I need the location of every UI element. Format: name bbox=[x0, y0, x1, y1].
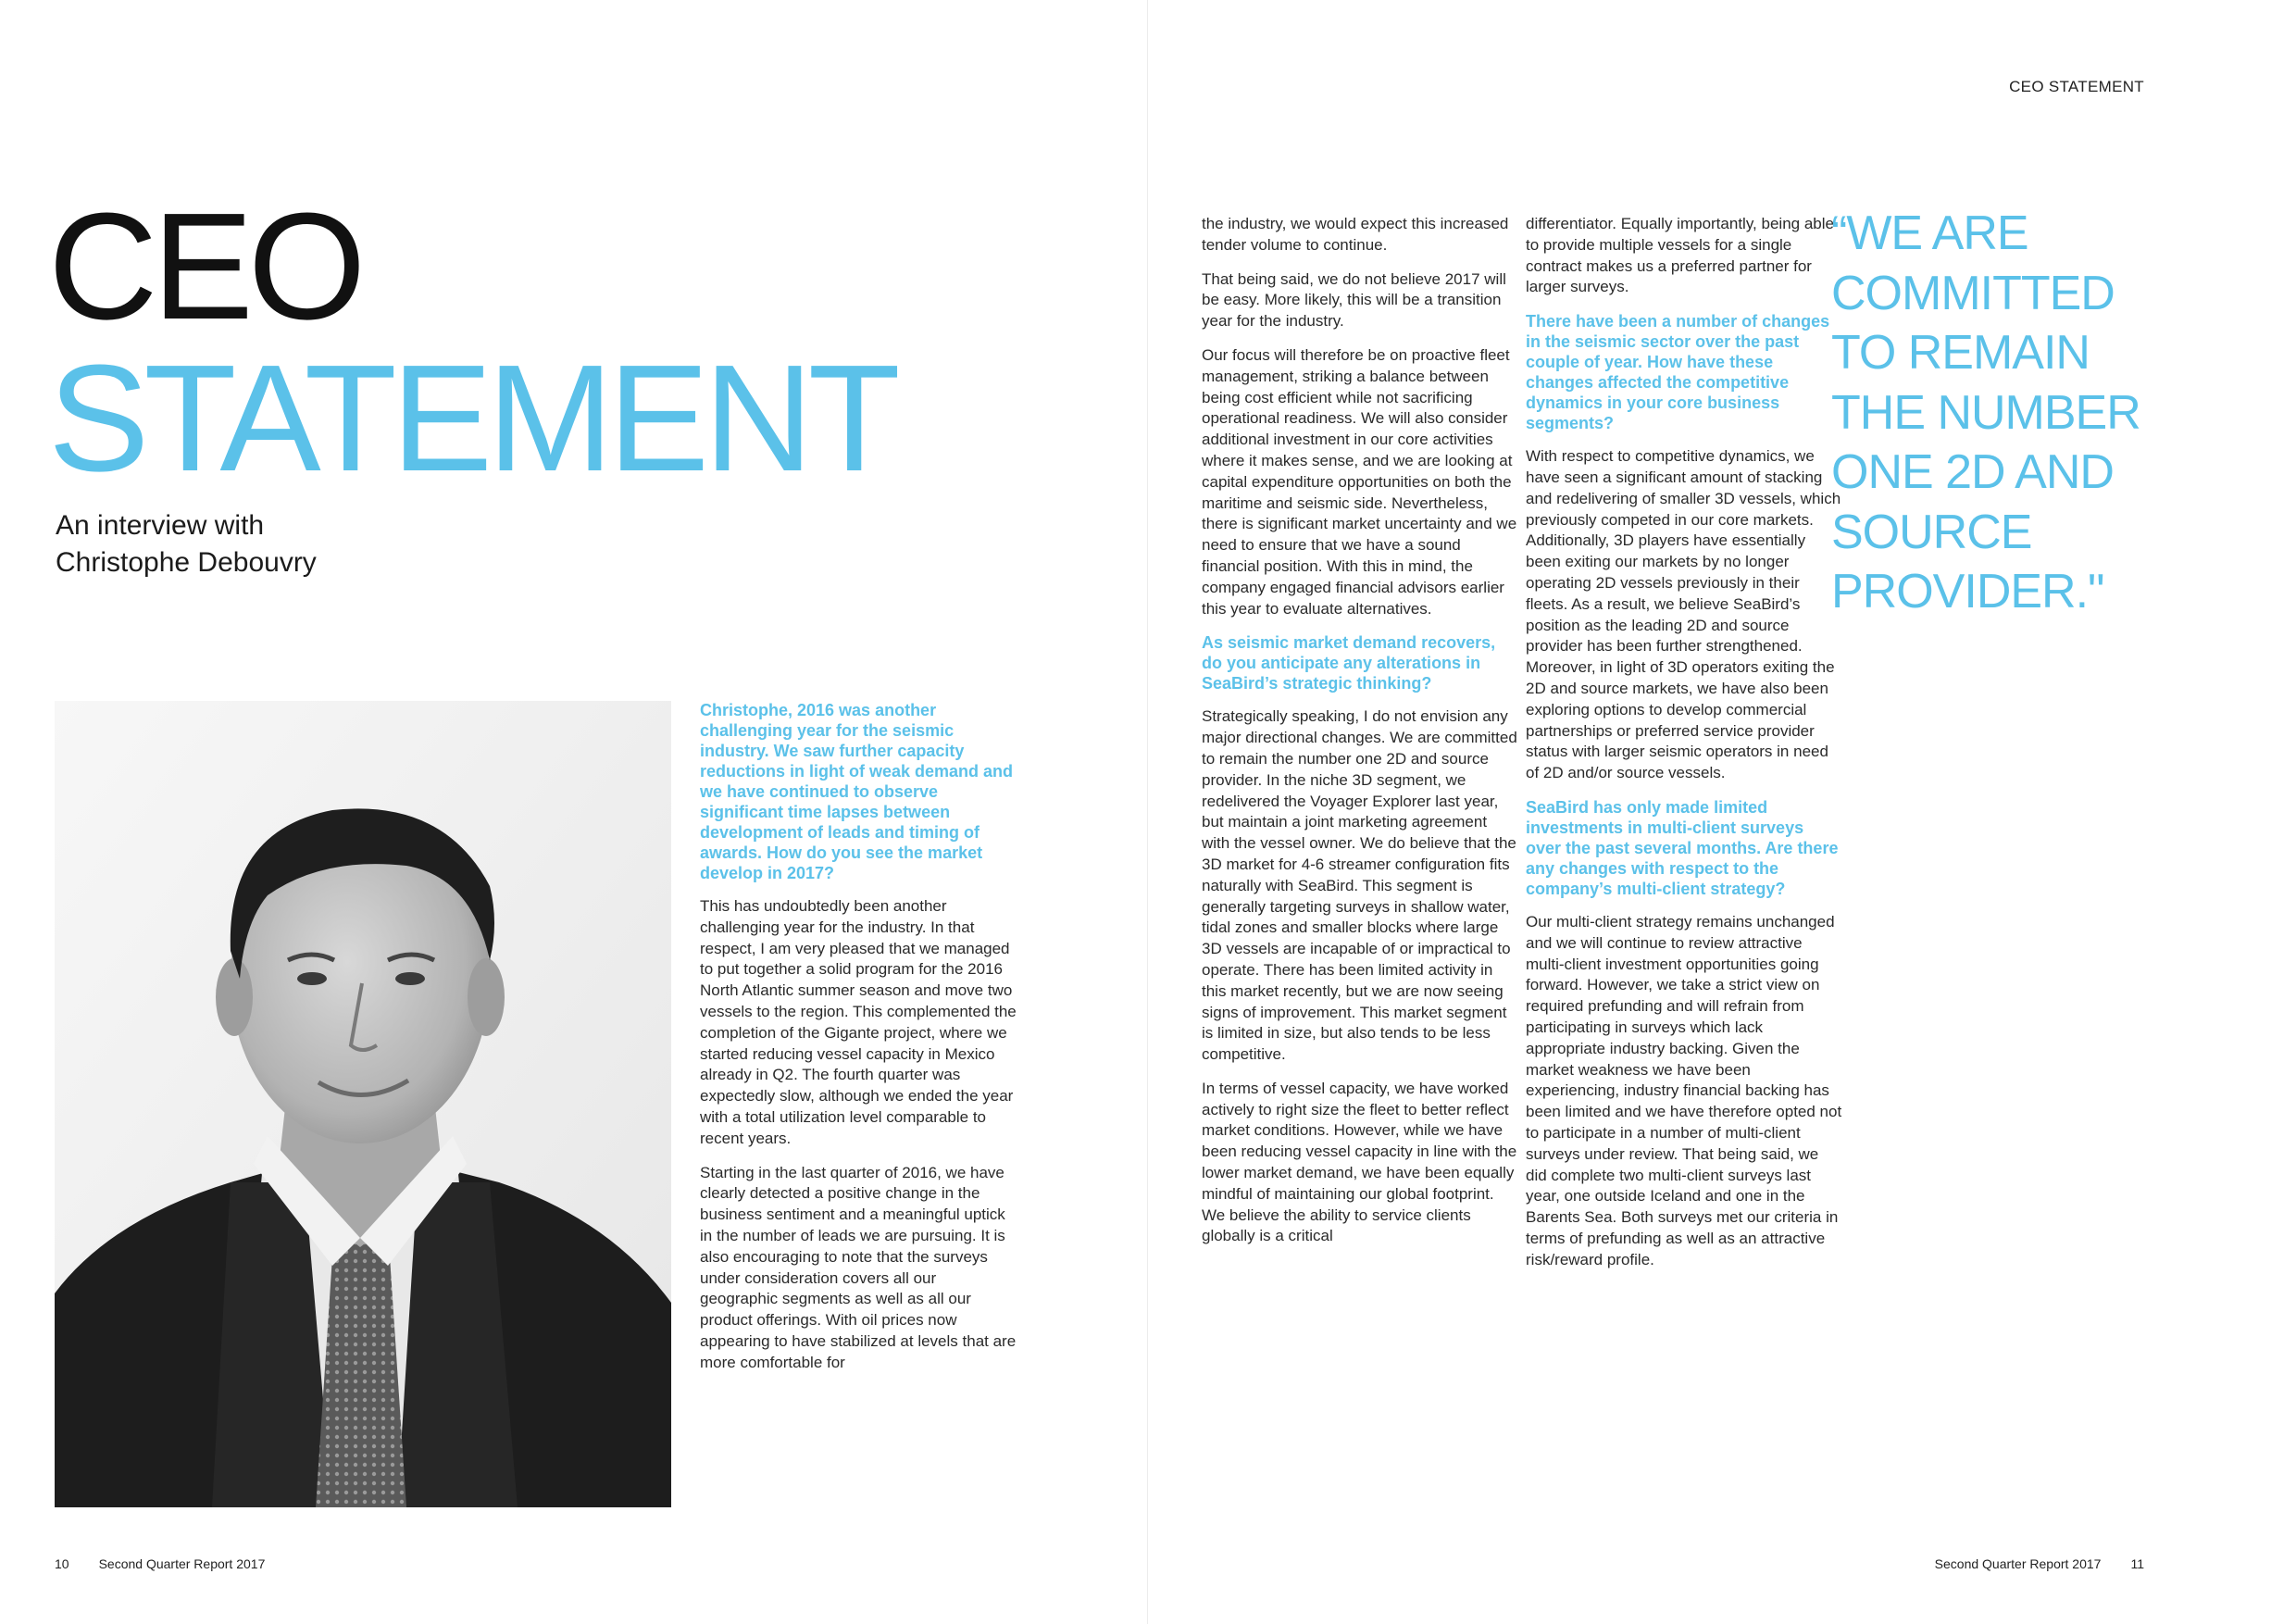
title-line-ceo: CEO bbox=[48, 181, 361, 351]
interview-question-2: As seismic market demand recovers, do you anticipate any alterations in SeaBird’s strategic thinking? bbox=[1202, 633, 1496, 693]
article-column-2 bbox=[1202, 214, 1518, 1260]
answer-paragraph: This has undoubtedly been another challenging year for the industry. In that respect, I am very pleased that we managed to put together a solid program for the 2016 North Atlantic summer season and move two vessels to the region. This complemented the completion of the Gigante project, where we started reducing vessel capacity in Mexico already in Q2. The fourth quarter was expectedly slow, although we ended the year with a total utilization level comparable to recent years. bbox=[700, 897, 1017, 1147]
ceo-portrait-photo bbox=[55, 701, 671, 1507]
footer-report-title-left: Second Quarter Report 2017 bbox=[98, 1556, 266, 1571]
interview-question-4: SeaBird has only made limited investments in multi-client surveys over the past several months. Are there any changes with respect to the company’s multi-client strategy? bbox=[1526, 797, 1839, 898]
article-column-1 bbox=[700, 700, 1017, 1387]
subtitle bbox=[56, 507, 444, 581]
subtitle-line-2: Christophe Debouvry bbox=[56, 547, 317, 578]
footer-left bbox=[55, 1556, 265, 1571]
footer-report-title-right: Second Quarter Report 2017 bbox=[1934, 1556, 2102, 1571]
answer-paragraph: With respect to competitive dynamics, we have seen a significant amount of stacking and redelivering of smaller 3D vessels, which previously competed in our core markets. Additionally, 3D players have essentially been exiting our markets by no longer operating 2D vessels previously in their fleets. As a result, we believe SeaBird’s position as the leading 2D and source provider has been further strengthened. Moreover, in light of 3D operators exiting the 2D and source markets, we have also been exploring options to develop commercial partnerships or preferred service provider status with larger seismic operators in need of 2D and/or source vessels. bbox=[1526, 447, 1841, 782]
pull-quote: “WE ARE COMMITTED TO REMAIN THE NUMBER ONE 2D AND SOURCE PROVIDER." bbox=[1831, 206, 2140, 618]
answer-paragraph: Starting in the last quarter of 2016, we have clearly detected a positive change in the business sentiment and a meaningful uptick in the number of leads we are pursuing. It is also encouraging to note that the surveys under consideration covers all our geographic segments as well as all our product offerings. With oil prices now appearing to have stabilized at levels that are more comfortable for bbox=[700, 1163, 1017, 1371]
interview-question-1: Christophe, 2016 was another challenging year for the seismic industry. We saw further capacity reductions in light of weak demand and we have continued to observe significant time lapses between development of leads and timing of awards. How do you see the market develop in 2017? bbox=[700, 701, 1014, 882]
page-number-right: 11 bbox=[2130, 1556, 2144, 1571]
portrait-illustration bbox=[55, 701, 671, 1507]
answer-paragraph: In terms of vessel capacity, we have worked actively to right size the fleet to better reflect market conditions. However, while we have been reducing vessel capacity in line with the lower market demand, we have been equally mindful of maintaining our global footprint. We believe the ability to service clients globally is a critical bbox=[1202, 1079, 1517, 1245]
footer-right bbox=[1898, 1556, 2144, 1571]
page-number-left: 10 bbox=[55, 1556, 69, 1571]
answer-paragraph: Our focus will therefore be on proactive fleet management, striking a balance between being cost efficient while not sacrificing operational readiness. We will also consider additional investment in our core activities where it makes sense, and we are looking at capital expenditure opportunities on both the maritime and seismic side. Nevertheless, there is significant market uncertainty and we need to ensure that we have a sound financial position. With this in mind, the company engaged financial advisors earlier this year to evaluate alternatives. bbox=[1202, 345, 1517, 618]
title-line-statement: STATEMENT bbox=[48, 333, 895, 503]
interview-question-3: There have been a number of changes in the seismic sector over the past couple of year. How have these changes affected the competitive dynamics in your core business segments? bbox=[1526, 312, 1830, 433]
subtitle-line-1: An interview with bbox=[56, 510, 265, 541]
answer-paragraph: Strategically speaking, I do not envision any major directional changes. We are committed to remain the number one 2D and source provider. In the niche 3D segment, we redelivered the Voyager Explorer last year, but maintain a joint marketing agreement with the vessel owner. We do believe that the 3D market for 4-6 streamer configuration fits naturally with SeaBird. This segment is generally targeting surveys in shallow water, tidal zones and smaller blocks where large 3D vessels are incapable of or impractical to operate. There has been limited activity in this market recently, but we are now seeing signs of improvement. This market segment is limited in size, but also tends to be less competitive. bbox=[1202, 707, 1517, 1064]
answer-paragraph: Our multi-client strategy remains unchanged and we will continue to review attractive multi-client investment opportunities going forward. However, we take a strict view on required prefunding and will refrain from participating in surveys which lack appropriate industry backing. Given the market weakness we have been experiencing, industry financial backing has been limited and we have therefore opted not to participate in a number of multi-client surveys under review. That being said, we did complete two multi-client surveys last year, one outside Iceland and one in the Barents Sea. Both surveys met our criteria in terms of prefunding as well as an attractive risk/reward profile. bbox=[1526, 912, 1842, 1268]
page-title bbox=[48, 181, 895, 503]
answer-paragraph: That being said, we do not believe 2017 will be easy. More likely, this will be a transition year for the industry. bbox=[1202, 269, 1506, 331]
answer-paragraph: differentiator. Equally importantly, being able to provide multiple vessels for a single contract makes us a preferred partner for larger surveys. bbox=[1526, 215, 1834, 296]
article-column-3 bbox=[1526, 214, 1842, 1283]
running-head: CEO STATEMENT bbox=[2009, 78, 2144, 95]
answer-paragraph: the industry, we would expect this increased tender volume to continue. bbox=[1202, 215, 1509, 254]
page-divider bbox=[1147, 0, 1148, 1624]
